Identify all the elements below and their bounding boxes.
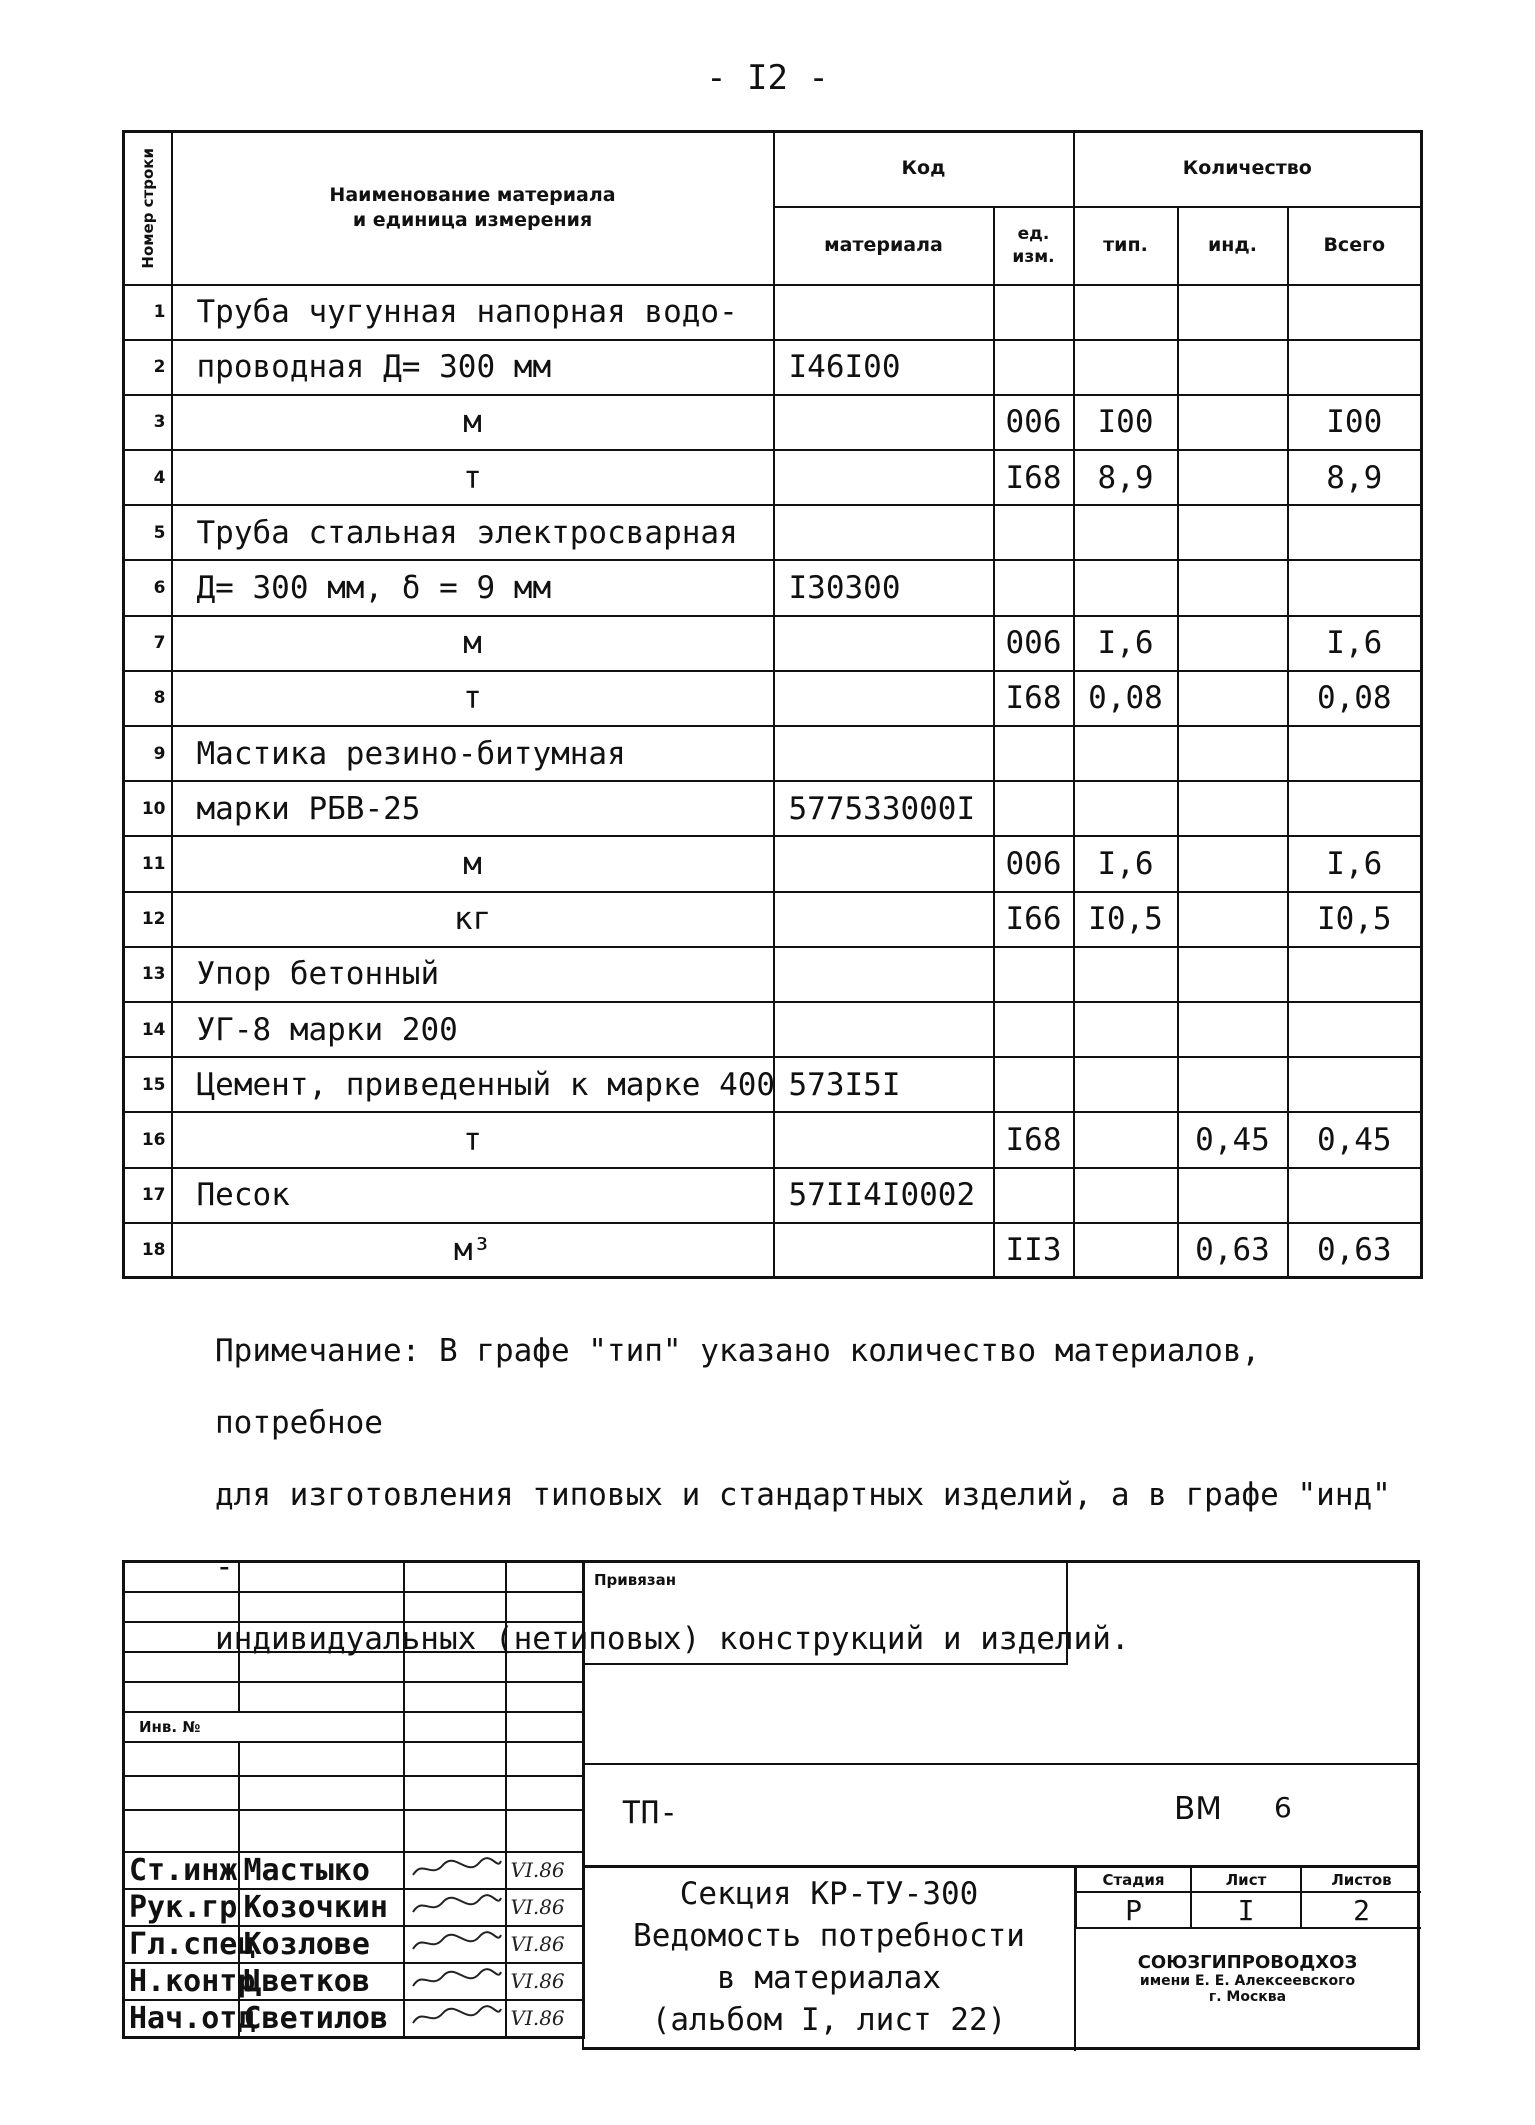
- row-q-ind: [1178, 726, 1288, 781]
- row-code: 577533000I: [774, 781, 994, 836]
- row-q-ind: [1178, 285, 1288, 340]
- row-code: [774, 947, 994, 1002]
- row-unit: 006: [994, 395, 1074, 450]
- row-unit: [994, 1002, 1074, 1057]
- row-code: [774, 505, 994, 560]
- row-number: 14: [124, 1002, 172, 1057]
- signer-name: Светилов: [239, 2000, 404, 2038]
- row-q-total: I00: [1288, 395, 1422, 450]
- row-q-total: [1288, 1168, 1422, 1223]
- row-code: [774, 1112, 994, 1167]
- row-q-total: [1288, 340, 1422, 395]
- row-code: [774, 450, 994, 505]
- row-unit: [994, 505, 1074, 560]
- row-unit: 006: [994, 616, 1074, 671]
- row-q-total: 0,63: [1288, 1223, 1422, 1278]
- row-q-total: [1288, 947, 1422, 1002]
- row-number: 13: [124, 947, 172, 1002]
- row-q-ind: [1178, 781, 1288, 836]
- table-row: [124, 892, 1422, 947]
- row-unit: [994, 560, 1074, 615]
- sheet-label: Лист: [1191, 1868, 1301, 1892]
- table-row: [124, 505, 1422, 560]
- row-code: I30300: [774, 560, 994, 615]
- row-q-type: [1074, 560, 1178, 615]
- row-q-ind: [1178, 836, 1288, 891]
- row-q-ind: [1178, 560, 1288, 615]
- row-q-ind: [1178, 892, 1288, 947]
- table-row: [124, 726, 1422, 781]
- privyazan-label: Привязан: [594, 1571, 677, 1589]
- signer-signature: [404, 1889, 506, 1926]
- row-q-type: I0,5: [1074, 892, 1178, 947]
- row-q-type: [1074, 726, 1178, 781]
- stamp-left: [122, 1560, 585, 2039]
- row-code: [774, 395, 994, 450]
- document-title: [584, 1873, 1074, 2041]
- row-code: [774, 616, 994, 671]
- privyazan-cell: [584, 1563, 1068, 1665]
- stage-table: [1075, 1868, 1421, 1929]
- row-q-type: I,6: [1074, 616, 1178, 671]
- row-name: Труба стальная электросварная: [172, 505, 774, 560]
- organization: [1075, 1938, 1420, 2005]
- signer-role: Ст.инж: [124, 1852, 239, 1889]
- header-code: Код: [774, 132, 1074, 207]
- row-unit: [994, 1168, 1074, 1223]
- row-unit: [994, 340, 1074, 395]
- note-line-1: Примечание: В графе "тип" указано количество материалов, потребное: [215, 1333, 1261, 1441]
- row-name: м: [172, 836, 774, 891]
- row-q-ind: [1178, 395, 1288, 450]
- row-name: Упор бетонный: [172, 947, 774, 1002]
- signer-date: VI.86: [506, 1852, 584, 1889]
- row-number: 17: [124, 1168, 172, 1223]
- inv-no-label: Инв. №: [124, 1712, 404, 1742]
- row-name: УГ-8 марки 200: [172, 1002, 774, 1057]
- vm-label: ВМ: [1174, 1791, 1223, 1827]
- table-row: [124, 1057, 1422, 1112]
- signer-role: Н.контр: [124, 1963, 239, 2000]
- row-q-type: [1074, 1057, 1178, 1112]
- signer-row: [124, 1889, 584, 1926]
- header-code-unit: ед. изм.: [994, 207, 1074, 285]
- row-code: [774, 726, 994, 781]
- header-q-ind: инд.: [1178, 207, 1288, 285]
- row-name: Песок: [172, 1168, 774, 1223]
- table-row: [124, 1002, 1422, 1057]
- signer-row: [124, 1963, 584, 2000]
- row-q-type: I00: [1074, 395, 1178, 450]
- row-unit: I68: [994, 1112, 1074, 1167]
- row-q-type: I,6: [1074, 836, 1178, 891]
- row-code: [774, 836, 994, 891]
- table-row: [124, 560, 1422, 615]
- row-code: [774, 1002, 994, 1057]
- row-code: 57II4I0002: [774, 1168, 994, 1223]
- signer-date: VI.86: [506, 1926, 584, 1963]
- table-row: [124, 285, 1422, 340]
- row-q-ind: [1178, 340, 1288, 395]
- row-code: [774, 1223, 994, 1278]
- row-q-total: 8,9: [1288, 450, 1422, 505]
- row-unit: [994, 726, 1074, 781]
- vm-number: 6: [1274, 1791, 1292, 1824]
- row-q-total: I0,5: [1288, 892, 1422, 947]
- note-line-3: индивидуальных (нетиповых) конструкций и изделий.: [215, 1621, 1130, 1657]
- table-row: [124, 450, 1422, 505]
- header-code-material: материала: [774, 207, 994, 285]
- row-code: [774, 285, 994, 340]
- row-number: 12: [124, 892, 172, 947]
- signer-signature: [404, 1963, 506, 2000]
- row-number: 16: [124, 1112, 172, 1167]
- row-number: 7: [124, 616, 172, 671]
- row-unit: 006: [994, 836, 1074, 891]
- row-q-total: [1288, 560, 1422, 615]
- row-number: 2: [124, 340, 172, 395]
- row-q-ind: [1178, 1057, 1288, 1112]
- row-q-ind: [1178, 671, 1288, 726]
- row-number: 1: [124, 285, 172, 340]
- org-line-1: СОЮЗГИПРОВОДХОЗ: [1137, 1952, 1358, 1973]
- row-q-type: 0,08: [1074, 671, 1178, 726]
- row-name: м³: [172, 1223, 774, 1278]
- header-row-number: Номер строки: [124, 132, 172, 285]
- signer-name: Козлове: [239, 1926, 404, 1963]
- row-q-type: [1074, 1112, 1178, 1167]
- row-number: 6: [124, 560, 172, 615]
- header-quantity: Количество: [1074, 132, 1422, 207]
- title-line-1: Секция КР-ТУ-300: [679, 1876, 979, 1912]
- row-unit: [994, 1057, 1074, 1112]
- row-unit: [994, 285, 1074, 340]
- row-name: кг: [172, 892, 774, 947]
- sheets-value: 2: [1301, 1892, 1421, 1928]
- row-code: [774, 892, 994, 947]
- row-unit: [994, 947, 1074, 1002]
- header-q-type: тип.: [1074, 207, 1178, 285]
- title-line-4: (альбом I, лист 22): [651, 2002, 1007, 2038]
- signer-name: Козочкин: [239, 1889, 404, 1926]
- signer-date: VI.86: [506, 2000, 584, 2038]
- row-unit: II3: [994, 1223, 1074, 1278]
- row-name: т: [172, 1112, 774, 1167]
- row-q-ind: [1178, 616, 1288, 671]
- row-q-type: [1074, 1223, 1178, 1278]
- row-q-ind: [1178, 1002, 1288, 1057]
- row-name: Д= 300 мм, δ = 9 мм: [172, 560, 774, 615]
- signer-date: VI.86: [506, 1963, 584, 2000]
- row-unit: I68: [994, 671, 1074, 726]
- row-q-type: [1074, 285, 1178, 340]
- row-code: [774, 671, 994, 726]
- table-row: [124, 1168, 1422, 1223]
- row-q-ind: [1178, 450, 1288, 505]
- tp-label: ТП-: [622, 1795, 678, 1831]
- blank-cell: [584, 1663, 1420, 1765]
- stamp-right: [582, 1560, 1420, 2050]
- table-row: [124, 836, 1422, 891]
- row-q-total: I,6: [1288, 836, 1422, 891]
- row-q-total: [1288, 1057, 1422, 1112]
- page-number: - I2 -: [706, 58, 829, 98]
- row-q-total: [1288, 781, 1422, 836]
- row-q-total: [1288, 285, 1422, 340]
- row-name: Мастика резино-битумная: [172, 726, 774, 781]
- row-name: м: [172, 616, 774, 671]
- signer-role: Нач.отд: [124, 2000, 239, 2038]
- sheet-value: I: [1191, 1892, 1301, 1928]
- signer-signature: [404, 1926, 506, 1963]
- table-row: [124, 947, 1422, 1002]
- row-code: 573I5I: [774, 1057, 994, 1112]
- row-number: 10: [124, 781, 172, 836]
- org-line-3: г. Москва: [1208, 1989, 1287, 2005]
- row-number: 15: [124, 1057, 172, 1112]
- row-q-ind: [1178, 1168, 1288, 1223]
- table-row: [124, 781, 1422, 836]
- row-number: 8: [124, 671, 172, 726]
- row-q-total: [1288, 505, 1422, 560]
- table-row: [124, 1223, 1422, 1278]
- signer-role: Гл.спец: [124, 1926, 239, 1963]
- table-row: [124, 395, 1422, 450]
- row-q-ind: 0,63: [1178, 1223, 1288, 1278]
- row-unit: I66: [994, 892, 1074, 947]
- row-name: т: [172, 450, 774, 505]
- row-name: марки РБВ-25: [172, 781, 774, 836]
- row-name: т: [172, 671, 774, 726]
- row-code: I46I00: [774, 340, 994, 395]
- row-unit: I68: [994, 450, 1074, 505]
- stage-value: Р: [1076, 1892, 1191, 1928]
- row-q-type: [1074, 1002, 1178, 1057]
- stage-label: Стадия: [1076, 1868, 1191, 1892]
- org-line-2: имени Е. Е. Алексеевского: [1139, 1973, 1356, 1989]
- header-name: [172, 132, 774, 285]
- row-q-type: [1074, 947, 1178, 1002]
- table-row: [124, 616, 1422, 671]
- row-q-ind: [1178, 947, 1288, 1002]
- table-row: [124, 340, 1422, 395]
- row-q-total: 0,08: [1288, 671, 1422, 726]
- row-name: Труба чугунная напорная водо-: [172, 285, 774, 340]
- signer-row: [124, 1852, 584, 1889]
- signer-date: VI.86: [506, 1889, 584, 1926]
- row-q-type: [1074, 505, 1178, 560]
- row-number: 18: [124, 1223, 172, 1278]
- signer-row: [124, 2000, 584, 2038]
- note-line-2: для изготовления типовых и стандартных изделий, а в графе "инд" -: [215, 1477, 1391, 1585]
- signer-signature: [404, 2000, 506, 2038]
- table-row: [124, 671, 1422, 726]
- row-q-total: [1288, 726, 1422, 781]
- row-number: 9: [124, 726, 172, 781]
- table-row: [124, 1112, 1422, 1167]
- row-q-ind: 0,45: [1178, 1112, 1288, 1167]
- row-unit: [994, 781, 1074, 836]
- row-name: Цемент, приведенный к марке 400: [172, 1057, 774, 1112]
- signer-signature: [404, 1852, 506, 1889]
- row-q-type: [1074, 781, 1178, 836]
- signer-row: [124, 1926, 584, 1963]
- row-number: 4: [124, 450, 172, 505]
- designation-cell: [584, 1763, 1420, 1868]
- row-number: 3: [124, 395, 172, 450]
- row-number: 5: [124, 505, 172, 560]
- signer-name: Цветков: [239, 1963, 404, 2000]
- row-name: проводная Д= 300 мм: [172, 340, 774, 395]
- signer-role: Рук.гр: [124, 1889, 239, 1926]
- row-q-total: 0,45: [1288, 1112, 1422, 1167]
- row-q-ind: [1178, 505, 1288, 560]
- materials-table: [122, 130, 1423, 1279]
- sheets-label: Листов: [1301, 1868, 1421, 1892]
- row-q-total: [1288, 1002, 1422, 1057]
- title-line-3: в материалах: [717, 1960, 941, 1996]
- signer-name: Мастыко: [239, 1852, 404, 1889]
- row-name: м: [172, 395, 774, 450]
- row-q-type: [1074, 340, 1178, 395]
- title-line-2: Ведомость потребности: [633, 1918, 1025, 1954]
- row-q-type: [1074, 1168, 1178, 1223]
- row-q-type: 8,9: [1074, 450, 1178, 505]
- header-name-text: Наименование материала и единица измерения: [329, 183, 616, 232]
- row-q-total: I,6: [1288, 616, 1422, 671]
- row-number: 11: [124, 836, 172, 891]
- header-q-total: Всего: [1288, 207, 1422, 285]
